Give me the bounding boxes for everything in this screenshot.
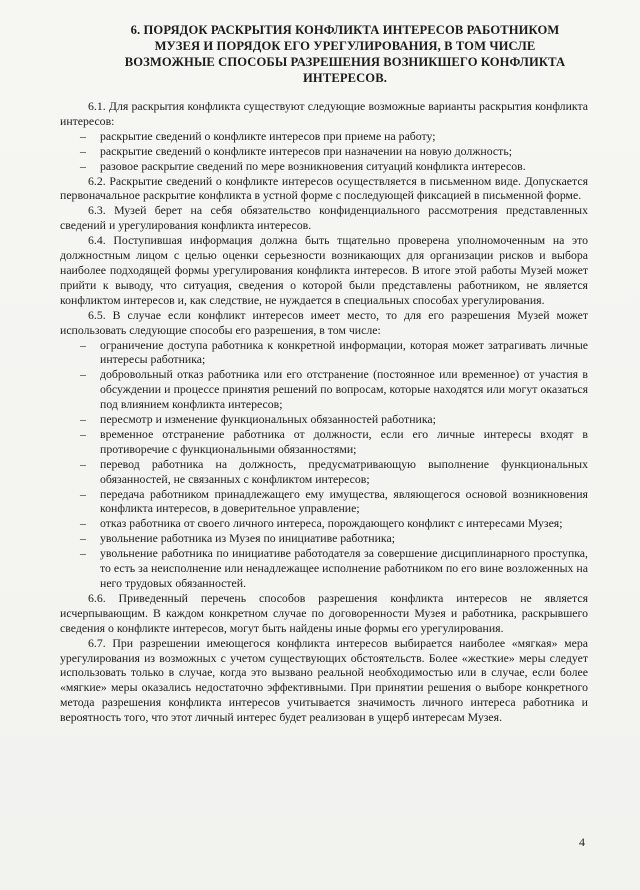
dash-marker: –	[80, 158, 86, 173]
paragraph-6-3: 6.3. Музей берет на себя обязательство конфиденциального рассмотрения представленных сведений и урегулирования конфликта интересов.	[60, 203, 588, 233]
list-item: – увольнение работника из Музея по инициативе работника;	[80, 531, 395, 546]
document-body	[60, 99, 588, 725]
list-item: – передача работником принадлежащего ему имущества, являющегося основой возникновения конфликта интересов, в доверительное управление;	[80, 486, 588, 516]
dash-marker: –	[80, 128, 86, 143]
dash-marker: –	[80, 531, 86, 546]
list-item: – раскрытие сведений о конфликте интересов при назначении на новую должность;	[80, 143, 512, 158]
dash-marker: –	[80, 337, 86, 352]
list-item: – добровольный отказ работника или его отстранение (постоянное или временное) от участия в обсуждении и процессе принятия решений по вопросам, которые находятся или могут оказаться под влиянием конфликта интересов;	[80, 367, 588, 412]
paragraph-6-4: 6.4. Поступившая информация должна быть тщательно проверена уполномоченным на это должностным лицом с целью оценки серьезности возникающих для организации рисков и выбора наиболее подходящей формы урегулирования конфликта интересов. В итоге этой работы Музей может прийти к выводу, что ситуация, сведения о которой были представлены работником, не является конфликтом интересов и, как следствие, не нуждается в специальных способах урегулирования.	[60, 233, 588, 307]
dash-marker: –	[80, 367, 86, 382]
paragraph-6-2: 6.2. Раскрытие сведений о конфликте интересов осуществляется в письменном виде. Допускается первоначальное раскрытие конфликта в устной форме с последующей фиксацией в письменной форме.	[60, 173, 588, 203]
dash-marker: –	[80, 412, 86, 427]
list-item: – разовое раскрытие сведений по мере возникновения ситуаций конфликта интересов.	[80, 158, 526, 173]
dash-marker: –	[80, 426, 86, 441]
list-item: – увольнение работника по инициативе работодателя за совершение дисциплинарного проступка, то есть за неисполнение или ненадлежащее исполнение работником по его вине возложенных на него трудовых обязанностей.	[80, 546, 588, 590]
paragraph-6-6: 6.6. Приведенный перечень способов разрешения конфликта интересов не является исчерпывающим. В каждом конкретном случае по договоренности Музея и работника, раскрывшего сведения о конфликте интересов, могут быть найдены иные формы его урегулирования.	[60, 590, 588, 635]
dash-marker: –	[80, 456, 86, 471]
list-item: – временное отстранение работника от должности, если его личные интересы входят в противоречие с функциональными обязанностями;	[80, 426, 588, 456]
dash-marker: –	[80, 143, 86, 158]
paragraph-6-7: 6.7. При разрешении имеющегося конфликта интересов выбирается наиболее «мягкая» мера урегулирования из возможных с учетом существующих обстоятельств. Более «жесткие» меры следует использовать только в случае, когда это вызвано реальной необходимостью или в случае, если более «мягкие» меры оказались недостаточно эффективными. При принятии решения о выборе конкретного метода разрешения конфликта интересов учитывается значимость личного интереса работника и вероятность того, что этот личный интерес будет реализован в ущерб интересам Музея.	[60, 635, 588, 725]
list-item: – ограничение доступа работника к конкретной информации, которая может затрагивать личные интересы работника;	[80, 337, 588, 367]
dash-marker: –	[80, 486, 86, 501]
paragraph-6-5: 6.5. В случае если конфликт интересов имеет место, то для его разрешения Музей может использовать следующие способы его разрешения, в том числе:	[60, 307, 588, 337]
section-heading: 6. ПОРЯДОК РАСКРЫТИЯ КОНФЛИКТА ИНТЕРЕСОВ РАБОТНИКОМ МУЗЕЯ И ПОРЯДОК ЕГО УРЕГУЛИРОВАНИЯ, В ТОМ ЧИСЛЕ ВОЗМОЖНЫЕ СПОСОБЫ РАЗРЕШЕНИЯ ВОЗНИКШЕГО КОНФЛИКТА ИНТЕРЕСОВ.	[124, 23, 566, 85]
page-number: 4	[579, 835, 585, 849]
list-item: – раскрытие сведений о конфликте интересов при приеме на работу;	[80, 128, 436, 143]
disclosure-options-list	[60, 129, 588, 174]
paragraph-6-1: 6.1. Для раскрытия конфликта существуют следующие возможные варианты раскрытия конфликта интересов:	[60, 99, 588, 128]
resolution-methods-list	[60, 338, 588, 591]
list-item: – пересмотр и изменение функциональных обязанностей работника;	[80, 412, 436, 427]
dash-marker: –	[80, 516, 86, 531]
dash-marker: –	[80, 546, 86, 561]
list-item: – отказ работника от своего личного интереса, порождающего конфликт с интересами Музея;	[80, 516, 563, 531]
list-item: – перевод работника на должность, предусматривающую выполнение функциональных обязанностей, не связанных с конфликтом интересов;	[80, 456, 588, 486]
